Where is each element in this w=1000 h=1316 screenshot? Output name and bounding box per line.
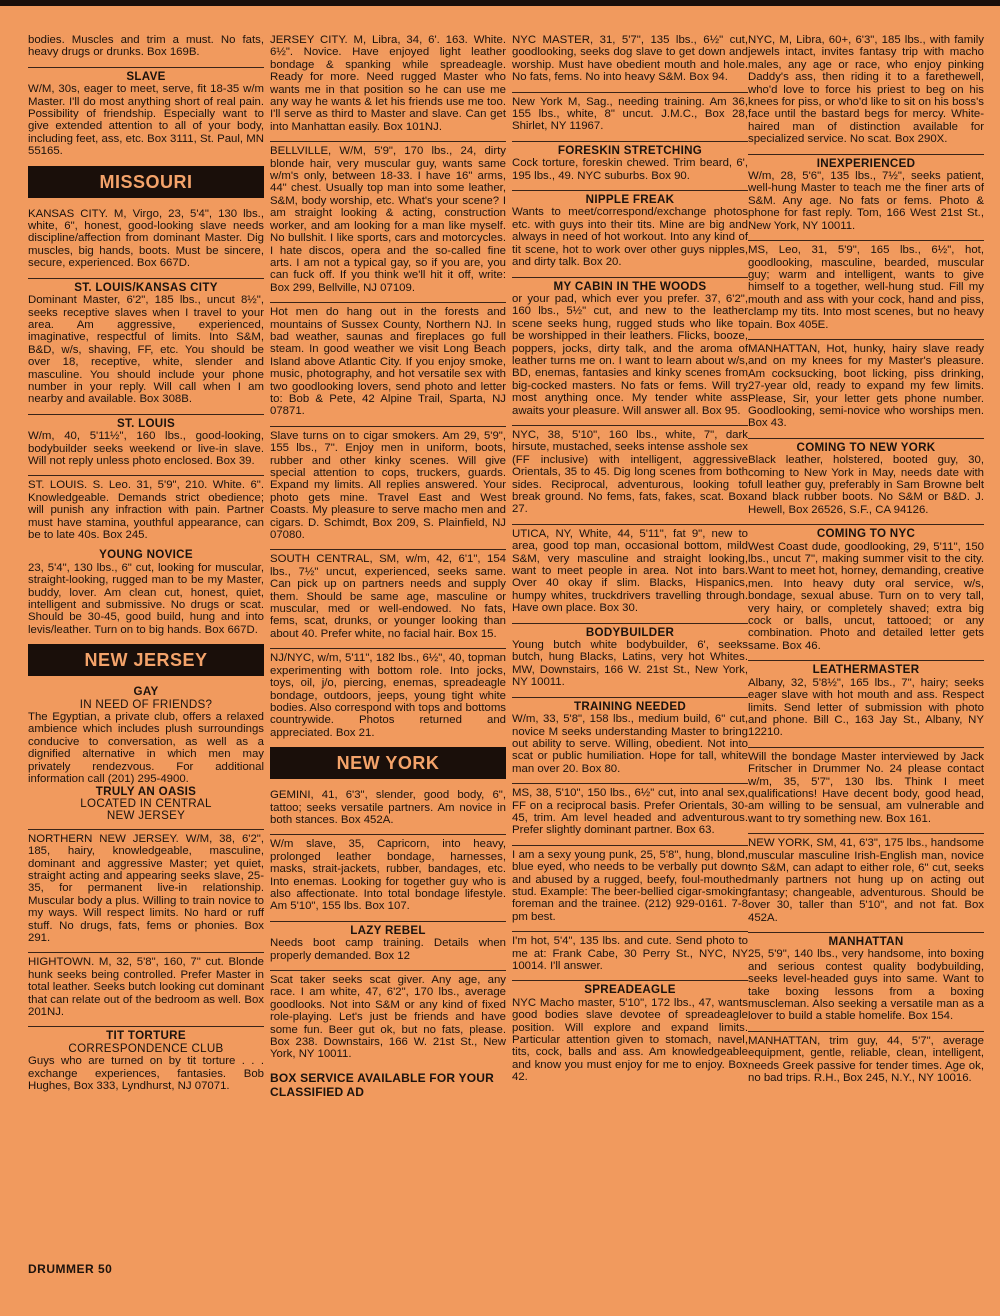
ad-subheading: IN NEED OF FRIENDS?	[79, 697, 213, 711]
ad-text: Guys who are turned on by tit torture . . . exchange experiences, fantasies. Bob Hughes, Box 333, Lyndhurst, NJ 07071.	[28, 1055, 264, 1093]
ad-text: NORTHERN NEW JERSEY. W/M, 38, 6'2", 185, hairy, knowledgeable, masculine, dominant and aggressive Master; yet quiet, straight acting and appearing seeks slave, 25-35, for permanent live-in relationship. Muscular body a plus. Willing to train novice to my ways. Will respect limits. No hard or ruff stuff. No drugs, fats, fems or phonies. Box 291.	[28, 832, 264, 944]
ad-text: Albany, 32, 5'8½", 165 lbs., 7", hairy; seeks eager slave with hot mouth and ass. Respect limits. Send letter of submission with photo and phone. Bill C., 163 Jay St., Albany, NY 12210.	[748, 676, 984, 739]
ad-text: MS, Leo, 31, 5'9", 165 lbs., 6½", hot, goodlooking, masculine, bearded, muscular guy; warm and intelligent, wants to give himself to a together, well-hung stud. Fill my mouth and ass with your cock, hand and piss, clamp my tits. Into most scenes, but no heavy pain. Box 405E.	[748, 244, 984, 331]
divider	[512, 190, 748, 191]
divider	[748, 154, 984, 155]
ad-heading: MY CABIN IN THE WOODS	[553, 279, 707, 293]
ad-text: MANHATTAN, trim guy, 44, 5'7", average equipment, gentle, reliable, clean, intelligent, needs Greek passive for tender times. Age ok, no bad trips. R.H., Box 245, N.Y., NY 10016.	[748, 1034, 984, 1085]
ad-text: W/m, 40, 5'11½", 160 lbs., good-looking, bodybuilder seeks weekend or live-in slave. Will not reply unless photo enclosed. Box 39.	[28, 430, 264, 467]
ad-heading: YOUNG NOVICE	[99, 548, 193, 562]
divider	[512, 697, 748, 698]
divider	[28, 829, 264, 830]
ad-heading: COMING TO NYC	[816, 527, 916, 541]
ad-heading: ST. LOUIS/KANSAS CITY	[74, 280, 218, 294]
section-banner-new-york: NEW YORK	[270, 747, 506, 779]
box-service-notice: BOX SERVICE AVAILABLE FOR YOUR CLASSIFIED AD	[270, 1070, 495, 1099]
ad-text: W/m, 33, 5'8", 158 lbs., medium build, 6" cut, novice M seeks understanding Master to bring out ability to serve. Willing, obedient. Not into scat or public humiliation. Hope for tall, white man over 20. Box 80.	[512, 713, 748, 775]
ad-text: The Egyptian, a private club, offers a relaxed ambience which includes plush surroundings conducive to conversation, as well as a dignified alternative in which men may privately rendezvous. For additional information call (201) 295-4900.	[28, 711, 264, 786]
ad-text: NYC MASTER, 31, 5'7", 135 lbs., 6½" cut, goodlooking, seeks dog slave to get down and worship. Must have obedient mouth and hole. No fats, fems. No into heavy S&M. Box 94.	[512, 34, 748, 84]
ad-text: Will the bondage Master interviewed by Jack Fritscher in Drummer No. 24 please contact w/m, 35, 5'7", 130 lbs. Think I meet qualifications! Have decent body, good head, am willing to be sensual, am vulnerable and want to try something new. Box 161.	[748, 750, 984, 825]
ad-heading: TRULY AN OASIS	[95, 784, 197, 798]
ad-heading: COMING TO NEW YORK	[796, 440, 936, 454]
divider	[28, 67, 264, 68]
ad-text: BELLVILLE, W/M, 5'9", 170 lbs., 24, dirty blonde hair, very muscular guy, wants same w/m's only, between 18-33. I have 16" arms, 44" chest. Usually top man into some leather, S&M, body worship, etc. What's your scene? I am straight looking & acting, construction worker, and am looking for a man like myself. No bullshit. I like sports, cars and motorcycles. I hate discos, opera and the so-called fine arts. I am not a typical gay, so if you are, you can fuck off. If you think we'll hit it off, write: Box 299, Bellville, NJ 07109.	[270, 145, 506, 294]
ad-heading: INEXPERIENCED	[816, 156, 916, 170]
ad-heading: GAY	[133, 685, 159, 699]
page-footer: DRUMMER 50	[28, 1262, 113, 1276]
ad-text: ST. LOUIS. S. Leo. 31, 5'9", 210. White. 6". Knowledgeable. Demands strict obedience; will punish any infraction with pain. Partner must have stamina, youthful appearance, can be to late 40s. Box 245.	[28, 479, 264, 541]
ad-text: West Coast dude, goodlooking, 29, 5'11", 150 lbs., uncut 7", making summer visit to the city. Want to meet hot, horney, demanding, creative men. Into heavy duty oral service, w/s, bondage, sexual abuse. Turn on to very tall, very hairy, or completely shaved; extra big cock or balls, uncut, tattooed; or any combination. Photo and detailed letter gets same. Box 46.	[748, 540, 984, 652]
ad-text: Needs boot camp training. Details when properly demanded. Box 12	[270, 937, 506, 962]
divider	[270, 549, 506, 550]
divider	[748, 932, 984, 933]
ad-heading: LEATHERMASTER	[812, 663, 920, 677]
ad-text: Dominant Master, 6'2", 185 lbs., uncut 8½", seeks receptive slaves when I travel to your area. Am aggressive, experienced, imaginative, respectful of limits. Into S&M, B&D, w/s, shaving, FF, etc. You should be over 18, receptive, white, slender and masculine. You should include your phone number in your reply. Will call when I am nearby and available. Box 308B.	[28, 294, 264, 406]
divider	[28, 475, 264, 476]
ad-text: W/m slave, 35, Capricorn, into heavy, prolonged leather bondage, harnesses, masks, strait-jackets, rubber, bandages, etc. Into enemas. Looking for together guy who is also affectionate. Into total bondage lifestyle. Am 5'10", 155 lbs. Box 107.	[270, 838, 506, 913]
ad-text: Scat taker seeks scat giver. Any age, any race. I am white, 47, 6'2", 170 lbs., average goodlooks. Not into S&M or any kind of fixed role-playing. Let's just be friends and have some fun. Beer gut ok, but no fats, please. Box 238. Downstairs, 166 W. 21st St., New York, NY 10011.	[270, 974, 506, 1061]
ad-text: NEW YORK, SM, 41, 6'3", 175 lbs., handsome muscular masculine Irish-English man, novice to S&M, can adapt to either role, 6" cut, seeks manly partners not hung up on acting out fantasy; changeable, adventurous. Should be over 30, taller than 5'10", and not fat. Box 452A.	[748, 837, 984, 924]
ad-text: I'm hot, 5'4", 135 lbs. and cute. Send photo to me at: Frank Cabe, 30 Perry St., NYC, NY 10014. I'll answer.	[512, 935, 748, 972]
ad-text: 23, 5'4", 130 lbs., 6" cut, looking for muscular, straight-looking, rugged man to be my Master, buddy, lover. Am clean cut, honest, quiet, intelligent and submissive. No drugs or scat. Should be 30-45, good build, hung and into levis/leather. Turn on to big hands. Box 667D.	[28, 561, 264, 636]
column-1	[28, 34, 264, 1100]
ad-text: Hot men do hang out in the forests and mountains of Sussex County, Northern NJ. In bad weather, saunas and fireplaces go full steam. In good weather we visit Long Beach Island above Atlantic City. If you enjoy smoke, music, photography, and hot versatile sex with two goodlooking lovers, send photo and letter to: Bob & Pete, 42 Alpine Trail, Sparta, NJ 07871.	[270, 306, 506, 418]
ad-text: JERSEY CITY. M, Libra, 34, 6'. 163. White. 6½". Novice. Have enjoyed light leather bondage & spanking while spreadeagle. Ready for more. Need rugged Master who wants me in that position so he can use me any way he wants & let his friends use me too. I'll serve as third to Master and slave. Can get into Manhattan easily. Box 101NJ.	[270, 34, 506, 133]
divider	[512, 623, 748, 624]
divider	[270, 970, 506, 971]
ad-text: Slave turns on to cigar smokers. Am 29, 5'9", 155 lbs., 7". Enjoy men in uniform, boots, rubber and other kinky scenes. Will give special attention to cops, truckers, guards. Expand my limits. All replies answered. Your photo gets mine. Travel East and West Coasts. My pleasure to serve macho men and cigars. D. Schimdt, Box 209, S. Plainfield, NJ 07080.	[270, 429, 506, 542]
ad-text: GEMINI, 41, 6'3", slender, good body, 6", tattoo; seeks versatile partners. Am novice in both stances. Box 452A.	[270, 789, 506, 826]
ad-text: UTICA, NY, White, 44, 5'11", fat 9", new to area, good top man, occasional bottom, mild S&M, very masculine and straight looking, want to meet people in area. Not into bars. Over 40 okay if slim. Blacks, Hispanics, humpy whites, truckdrivers travelling through. Have own place. Box 30.	[512, 527, 748, 615]
ad-subheading: CORRESPONDENCE CLUB	[68, 1041, 224, 1055]
ad-heading: NIPPLE FREAK	[585, 193, 675, 207]
divider	[512, 931, 748, 932]
divider	[270, 834, 506, 835]
divider	[512, 845, 748, 846]
divider	[512, 92, 748, 93]
section-banner-new-jersey: NEW JERSEY	[28, 644, 264, 676]
divider	[512, 524, 748, 525]
ad-heading: TRAINING NEEDED	[573, 699, 687, 713]
ad-text: MS, 38, 5'10", 150 lbs., 6½" cut, into anal sex, FF on a reciprocal basis. Prefer Orientals, 30-45, trim. Am level headed and adventurous. Prefer slightly dominant partner. Box 63.	[512, 787, 748, 837]
ad-text: HIGHTOWN. M, 32, 5'8", 160, 7" cut. Blonde hunk seeks being controlled. Prefer Master in total leather. Seeks butch looking cut dominant that can relate out of the bedroom as well. Box 201NJ.	[28, 956, 264, 1018]
divider	[28, 414, 264, 415]
divider	[512, 141, 748, 142]
ad-heading: ST. LOUIS	[116, 416, 176, 430]
divider	[748, 747, 984, 748]
divider	[270, 648, 506, 649]
divider	[270, 921, 506, 922]
ad-text: New York M, Sag., needing training. Am 36, 155 lbs., white, 8" uncut. J.M.C., Box 28, Shirlet, NY 11967.	[512, 95, 748, 133]
ad-text: bodies. Muscles and trim a must. No fats, heavy drugs or drunks. Box 169B.	[28, 34, 264, 59]
divider	[512, 425, 748, 426]
ad-text: NYC Macho master, 5'10", 172 lbs., 47, wants good bodies slave devotee of spreadeagle position. Will explore and expand limits. Particular attention given to stomach, navel, tits, cock, balls and ass. Am knowledgeable and know you must enjoy for me to enjoy. Box 42.	[512, 996, 748, 1084]
divider	[748, 833, 984, 834]
ad-subheading: LOCATED IN CENTRAL	[80, 796, 212, 810]
section-banner-missouri: MISSOURI	[28, 166, 264, 198]
ad-text: Cock torture, foreskin chewed. Trim beard, 6', 195 lbs., 49. NYC suburbs. Box 90.	[512, 157, 748, 182]
ad-text: Wants to meet/correspond/exchange photos etc. with guys into their tits. Mine are big and always in need of hot workout. Into any kind of tit scene, hot to work over other guys nipples, and dirty talk. Box 20.	[512, 206, 748, 269]
ad-text: SOUTH CENTRAL, SM, w/m, 42, 6'1", 154 lbs., 7½" uncut, experienced, seeks same. Can pick up on partners needs and supply them. Should be same age, masculine or muscular, med or well-endowed. No fats, fems, scat, drunks, or younger looking than about 40. Prefer white, no facial hair. Box 15.	[270, 553, 506, 640]
divider	[748, 660, 984, 661]
ad-text: 25, 5'9", 140 lbs., very handsome, into boxing and serious contest quality bodybuilding, seeks level-headed guys into same. Want to take boxing lessons from a boxing muscleman. Also seeking a versatile man as a lover to build a stable homelife. Box 154.	[748, 948, 984, 1023]
ad-text: KANSAS CITY. M, Virgo, 23, 5'4", 130 lbs., white, 6", honest, good-looking slave needs discipline/affection from dominant Master. Dig muscles, big hands, boots. Must be sincere, secure, experienced. Box 667D.	[28, 207, 264, 270]
divider	[270, 141, 506, 142]
ad-heading: LAZY REBEL	[350, 923, 426, 937]
divider	[512, 783, 748, 784]
divider	[512, 277, 748, 278]
ad-text: MANHATTAN, Hot, hunky, hairy slave ready and on my knees for my Master's pleasure. Am cocksucking, boot licking, piss drinking, 27-year old, ready to expand my few limits. Please, Sir, your letter gets phone number. Goodlooking, semi-novice who worships men. Box 43.	[748, 342, 984, 430]
ad-text: or your pad, which ever you prefer. 37, 6'2", 160 lbs., 5½" cut, and new to the leather scene seeks hung, rugged studs who like to be worshipped in their leathers. Flicks, booze, poppers, jocks, dirty talk, and the aroma of leather turns me on. I want to learn about w/s, BD, enemas, fantasies and kinky scenes from big-cocked masters. No fats or fems. Will try most anything once. My tender white ass awaits your pleasure. Will answer all. Box 95.	[512, 292, 748, 417]
divider	[748, 438, 984, 439]
divider	[270, 426, 506, 427]
divider	[748, 1031, 984, 1032]
ad-text: NJ/NYC, w/m, 5'11", 182 lbs., 6½", 40, topman experimenting with bottom role. Into jocks, toys, oil, j/o, piercing, enemas, spreadeagle bondage, outdoors, jeeps, young tight white bodies. Also correspond with tops and bottoms countrywide. Photos returned and appreciated. Box 21.	[270, 652, 506, 739]
divider	[270, 302, 506, 303]
ad-text: Black leather, holstered, booted guy, 30, coming to New York in May, needs date with full leather guy, preferably in Sam Browne belt and black rubber boots. No S&M or B&D. J. Hewell, Box 26526, S.F., CA 94126.	[748, 454, 984, 516]
divider	[28, 278, 264, 279]
ad-heading: SPREADEAGLE	[584, 983, 676, 997]
ad-text: NYC, M, Libra, 60+, 6'3", 185 lbs., with family jewels intact, invites fantasy trip with macho males, any age or race, who enjoy pinking Daddy's ass, then riding it to a farethewell, who'd love to force his priest to beg on his knees for piss, or who'd like to sit on his boss's face until the bastard begs for mercy. White-haired man of distinction available for specialized service. No scat. Box 290X.	[748, 34, 984, 146]
top-edge	[0, 0, 1000, 6]
divider	[748, 240, 984, 241]
divider	[28, 952, 264, 953]
ad-heading: TIT TORTURE	[106, 1029, 186, 1043]
ad-heading: SLAVE	[126, 69, 166, 83]
column-4	[748, 34, 984, 1092]
ad-text: W/m, 28, 5'6", 135 lbs., 7½", seeks patient, well-hung Master to teach me the finer arts of S&M. Any age. No fats or fems. Photo & phone for fast reply. Tom, 166 West 21st St., New York, NY 10011.	[748, 170, 984, 232]
column-2	[270, 34, 506, 1099]
ad-heading: BODYBUILDER	[585, 625, 675, 639]
ad-text: Young butch white bodybuilder, 6', seeks butch, hung Blacks, Latins, very hot Whites. MW, Downstairs, 166 W. 21st St., New York, NY 10011.	[512, 639, 748, 689]
divider	[748, 524, 984, 525]
ad-subheading: NEW JERSEY	[106, 809, 186, 823]
divider	[748, 339, 984, 340]
ad-text: NYC, 38, 5'10", 160 lbs., white, 7", dark hirsute, mustached, seeks intense asshole sex (FF inclusive) with intelligent, aggressive Orientals, 35 to 45. Dig long scenes from both sides. Reciprocal, adventurous, looking to break ground. No fems, fats, fakes, scat. Box 27.	[512, 428, 748, 516]
ad-text: W/M, 30s, eager to meet, serve, fit 18-35 w/m Master. I'll do most anything short of real pain. Possibility of friendship. Especially want to give extended attention to all of your body, including feet, ass, etc. Box 3111, St. Paul, MN 55165.	[28, 83, 264, 158]
ad-heading: MANHATTAN	[828, 935, 904, 948]
ad-text: I am a sexy young punk, 25, 5'8", hung, blond, blue eyed, who needs to be verbally put down and abused by a rugged, beefy, foul-mouthed stud. Example: The beer-bellied cigar-smoking foreman and the trainee. (212) 929-0161. 7-8 pm best.	[512, 848, 748, 923]
divider	[512, 980, 748, 981]
ad-heading: FORESKIN STRETCHING	[557, 143, 703, 157]
column-3	[512, 34, 748, 1092]
divider	[28, 1026, 264, 1027]
